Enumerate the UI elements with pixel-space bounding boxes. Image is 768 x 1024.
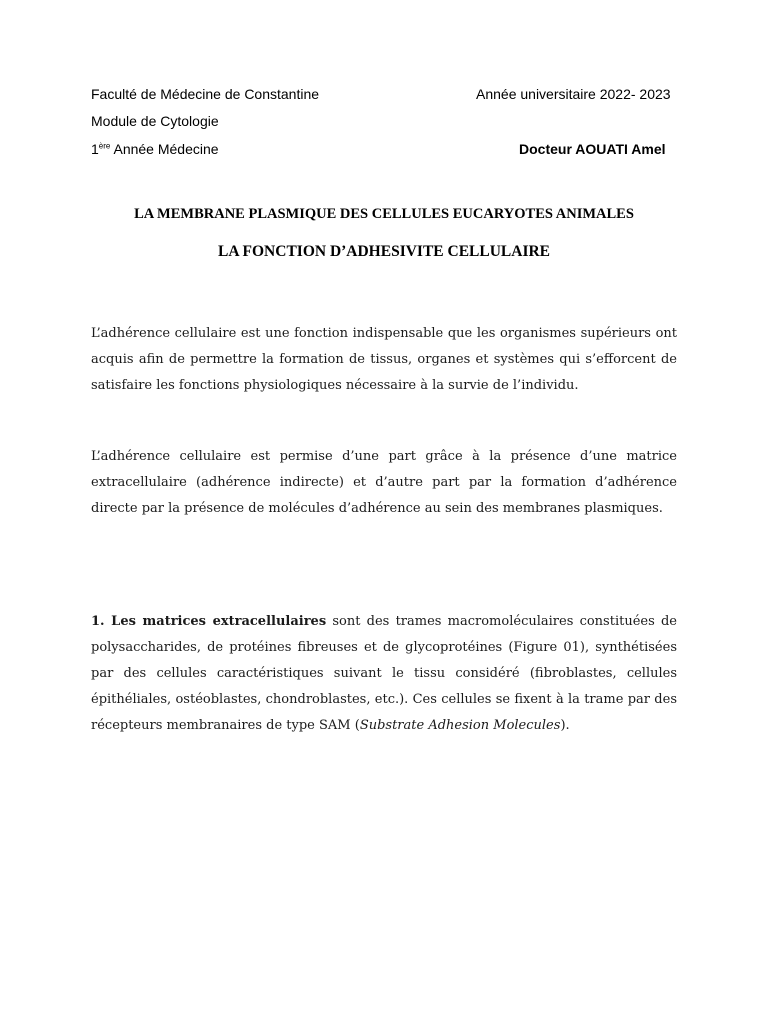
paragraph-intro: L’adhérence cellulaire est une fonction indispensable que les organismes supérieurs ont acquis afin de permettre la formation de tissus, organes et systèmes qui s’efforcent de satisfaire les fonctions physiologiques nécessaire à la survie de l’individu. — [91, 326, 677, 393]
level-superscript: ère — [98, 141, 111, 151]
paragraph-matrices-end: ). — [560, 718, 570, 733]
sam-term: Substrate Adhesion Molecules — [359, 718, 561, 733]
module-name: Module de Cytologie — [91, 113, 219, 129]
section-heading-matrices: 1. Les matrices extracellulaires — [91, 614, 327, 629]
doctor-name: Docteur AOUATI Amel — [519, 141, 666, 157]
level-number: 1 — [91, 141, 99, 157]
academic-year: Année universitaire 2022- 2023 — [476, 86, 671, 102]
sub-title: LA FONCTION D’ADHESIVITE CELLULAIRE — [217, 243, 551, 260]
faculty-name: Faculté de Médecine de Constantine — [91, 86, 320, 102]
paragraph-matrices — [91, 609, 677, 739]
paragraph-matrices-body: sont des trames macromoléculaires constituées de polysaccharides, de protéines fibreuses et de glycoprotéines (Figure 01), synthétisées par des cellules caractéristiques suivant le tissu considéré (fibroblastes, cellules épithéliales, ostéoblastes, chondroblastes, etc.). Ces cellules se fixent à la trame par des récepteurs membranaires de type SAM ( — [91, 614, 677, 733]
level-text: Année Médecine — [110, 141, 219, 157]
study-level — [91, 141, 219, 157]
paragraph-adherence: L’adhérence cellulaire est permise d’une part grâce à la présence d’une matrice extracellulaire (adhérence indirecte) et d’autre part par la formation d’adhérence directe par la présence de molécules d’adhérence au sein des membranes plasmiques. — [91, 449, 677, 516]
main-title: LA MEMBRANE PLASMIQUE DES CELLULES EUCARYOTES ANIMALES — [134, 206, 634, 222]
